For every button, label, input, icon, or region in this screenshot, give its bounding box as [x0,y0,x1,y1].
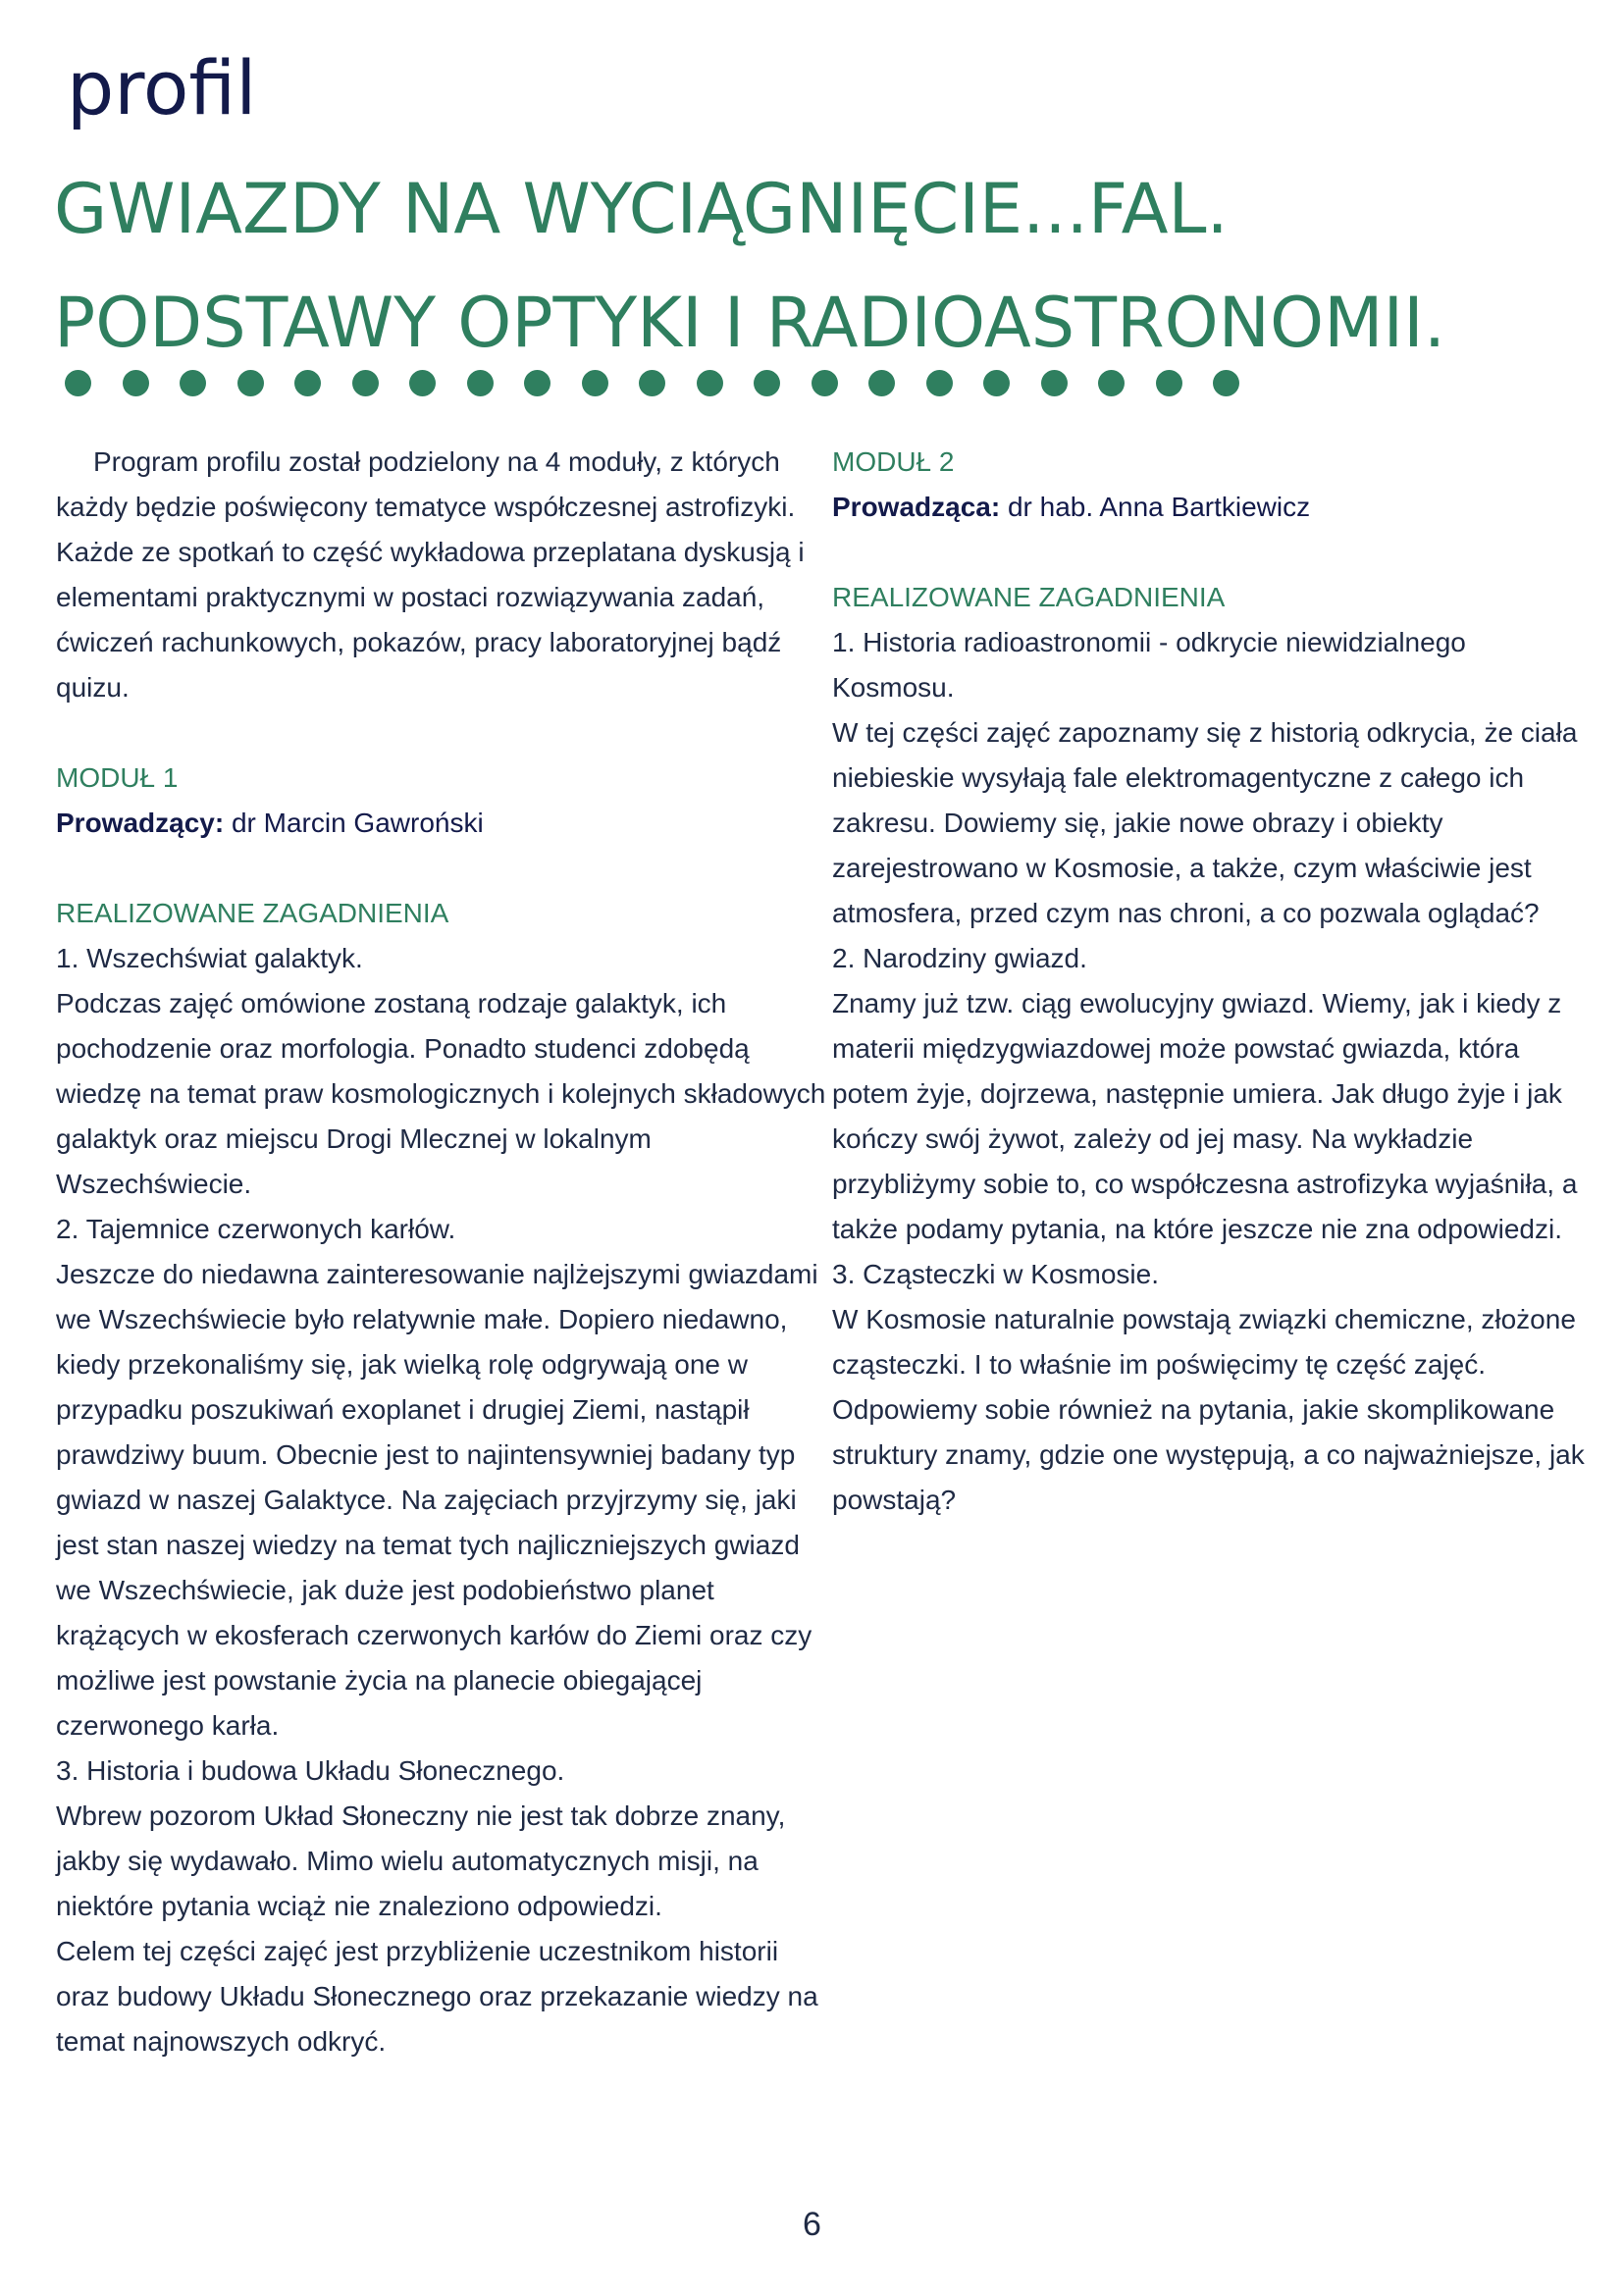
divider-dot [639,370,665,396]
topic-title: 3. Cząsteczki w Kosmosie. [832,1259,1159,1289]
divider-dot [123,370,149,396]
topic-text: Znamy już tzw. ciąg ewolucyjny gwiazd. Wiemy, jak i kiedy z materii międzygwiazdowej może powstać gwiazda, która potem żyje, dojrzewa, następnie umiera. Jak długo żyje i jak kończy swój żywot, zależy od jej masy. Na wykładzie przybliżymy sobie to, co współczesna astrofizyka wyjaśniła, a także podamy pytania, na które jeszcze nie zna odpowiedzi. [832,988,1578,1244]
right-column [832,440,1588,1523]
divider-dot [812,370,838,396]
divider-dot [697,370,723,396]
topic-text: Podczas zajęć omówione zostaną rodzaje galaktyk, ich pochodzenie oraz morfologia. Ponadto studenci zdobędą wiedzę na temat praw kosmologicznych i kolejnych składowych galaktyk oraz miejscu Drogi Mlecznej w lokalnym Wszechświecie. [56,988,826,1199]
divider-dot [926,370,953,396]
divider-dot [868,370,895,396]
divider-dot [983,370,1010,396]
topic-title: 2. Tajemnice czerwonych karłów. [56,1214,456,1244]
divider-dot [754,370,780,396]
topics-heading: REALIZOWANE ZAGADNIENIA [56,898,449,928]
divider-dot [1213,370,1239,396]
page-title [54,152,1445,380]
divider-dot [237,370,264,396]
divider-dot [409,370,436,396]
topic-title: 1. Wszechświat galaktyk. [56,943,363,973]
title-line-2: PODSTAWY OPTYKI I RADIOASTRONOMII. [54,283,1446,363]
topic-text: W tej części zajęć zapoznamy się z historią odkrycia, że ciała niebieskie wysyłają fale elektromagentyczne z całego ich zakresu. Dowiemy się, jakie nowe obrazy i obiekty zarejestrowano w Kosmosie, a także, czym właściwie jest atmosfera, przed czym nas chroni, a co pozwala oglądać? [832,717,1578,928]
topic-title: 2. Narodziny gwiazd. [832,943,1087,973]
title-line-1: GWIAZDY NA WYCIĄGNIĘCIE...FAL. [54,169,1229,249]
section-label: profil [67,44,257,131]
divider-dot [352,370,379,396]
topic-title: 3. Historia i budowa Układu Słonecznego. [56,1755,565,1786]
topic-text: Celem tej części zajęć jest przybliżenie uczestnikom historii oraz budowy Układu Słonecznego oraz przekazanie wiedzy na temat najnowszych odkryć. [56,1936,818,2057]
topic-text: W Kosmosie naturalnie powstają związki chemiczne, złożone cząsteczki. I to właśnie im poświęcimy tę część zajęć. Odpowiemy sobie również na pytania, jakie skomplikowane struktury znamy, gdzie one występują, a co najważniejsze, jak powstają? [832,1304,1585,1515]
topic-text: Wbrew pozorom Układ Słoneczny nie jest tak dobrze znany, jakby się wydawało. Mimo wielu automatycznych misji, na niektóre pytania wciąż nie znaleziono odpowiedzi. [56,1800,786,1921]
lecturer-label: Prowadzący: [56,808,225,838]
lecturer-name: dr hab. Anna Bartkiewicz [1007,492,1311,522]
divider-dot [524,370,550,396]
divider-dot [65,370,91,396]
module-heading: MODUŁ 1 [56,762,179,793]
divider-dot [1098,370,1125,396]
divider-dot [467,370,494,396]
divider-dot [582,370,608,396]
lecturer-label: Prowadząca: [832,492,1001,522]
topic-title: 1. Historia radioastronomii - odkrycie niewidzialnego Kosmosu. [832,627,1466,703]
lecturer-name: dr Marcin Gawroński [231,808,484,838]
topics-heading: REALIZOWANE ZAGADNIENIA [832,582,1226,612]
left-column [56,440,831,2064]
dot-divider [65,370,1239,396]
lecturer-line [832,485,1588,530]
divider-dot [294,370,321,396]
divider-dot [180,370,206,396]
module-heading: MODUŁ 2 [832,446,955,477]
page-number: 6 [803,2206,821,2243]
topic-text: Jeszcze do niedawna zainteresowanie najlżejszymi gwiazdami we Wszechświecie było relatywnie małe. Dopiero niedawno, kiedy przekonaliśmy się, jak wielką rolę odgrywają one w przypadku poszukiwań exoplanet i drugiej Ziemi, nastąpił prawdziwy buum. Obecnie jest to najintensywniej badany typ gwiazd w naszej Galaktyce. Na zajęciach przyjrzymy się, jaki jest stan naszej wiedzy na temat tych najliczniejszych gwiazd we Wszechświecie, jak duże jest podobieństwo planet krążących w ekosferach czerwonych karłów do Ziemi oraz czy możliwe jest powstanie życia na planecie obiegającej czerwonego karła. [56,1259,818,1741]
intro-paragraph: Program profilu został podzielony na 4 moduły, z których każdy będzie poświęcony tematyce współczesnej astrofizyki. Każde ze spotkań to część wykładowa przeplatana dyskusją i elementami praktycznymi w postaci rozwiązywania zadań, ćwiczeń rachunkowych, pokazów, pracy laboratoryjnej bądź quizu. [56,446,805,703]
divider-dot [1041,370,1068,396]
divider-dot [1156,370,1182,396]
lecturer-line [56,801,831,846]
